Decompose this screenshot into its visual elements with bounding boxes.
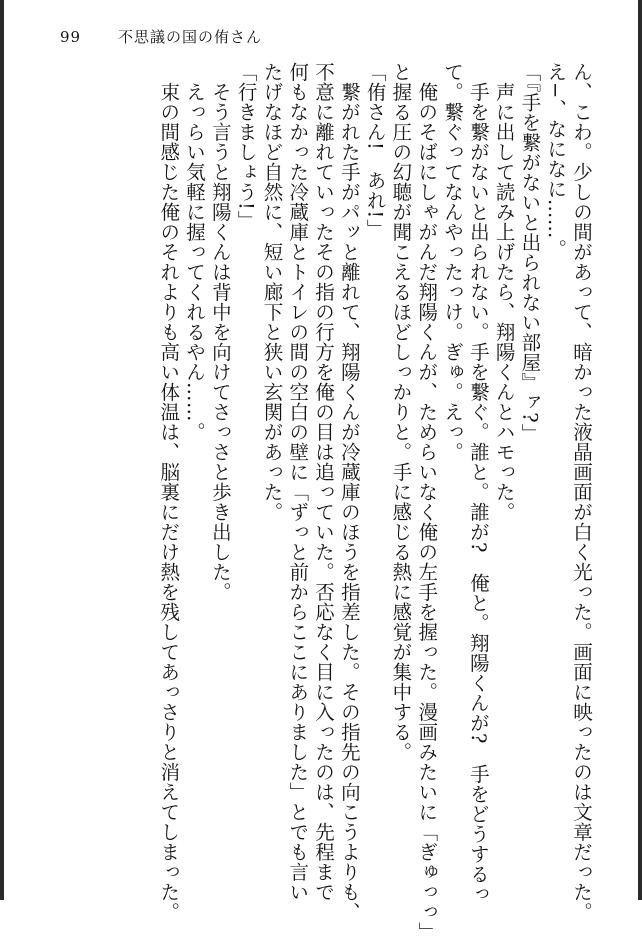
text-line: えっらい気軽に握ってくれるやん……。	[183, 62, 207, 442]
text-line: 「行きましょう!」	[234, 62, 258, 231]
text-line: 何もなかった冷蔵庫とトイレの間の空白の壁に「ずっと前からここにありました」とでも言い	[286, 62, 310, 902]
text-line: 繋がれた手がパッと離れて、翔陽くんが冷蔵庫のほうを指差した。その指先の向こうよりも、	[337, 62, 361, 922]
text-line: 束の間感じた俺のそれよりも高い体温は、脳裏にだけ熱を残してあっさりと消えてしまった。	[157, 62, 181, 922]
text-line: 俺のそばにしゃがんだ翔陽くんが、ためらいなく俺の左手を握った。漫画みたいに「ぎゅっっ」	[415, 62, 439, 942]
page-border-left	[0, 0, 4, 900]
text-line: ん、こわ。少しの間があって、暗かった液晶画面が白く光った。画面に映ったのは文章だった。	[570, 62, 593, 922]
text-line: え−、なになに……。	[544, 62, 568, 259]
chapter-title: 不思議の国の侑さん	[118, 28, 263, 46]
text-line: 手を繋がないと出られない。手を繋ぐ。誰と。誰が? 俺と。翔陽くんが? 手をどうするっ	[466, 62, 490, 904]
running-header	[60, 26, 262, 46]
page-number: 99	[60, 28, 82, 46]
text-line: 「侑さん! あれ!」	[363, 62, 387, 239]
text-line: たげなほど自然に、短い廊下と狭い玄関があった。	[260, 62, 284, 522]
text-line: 「『手を繋がないと出られない部屋』ァ?」	[518, 62, 542, 444]
text-line: 不意に離れていったその指の行方を俺の目は追っていた。否応なく目に入ったのは、先程まで	[312, 62, 336, 902]
text-line: そう言うと翔陽くんは背中を向けてさっさと歩き出した。	[208, 62, 232, 602]
text-line: と握る圧の幻聴が聞こえるほどしっかりと。手に感じる熱に感覚が集中する。	[389, 62, 413, 762]
page-border-right	[638, 0, 642, 900]
text-line: 声に出して読み上げたら、翔陽くんとハモった。	[492, 62, 516, 522]
text-line: て。繋ぐってなんやったっけ。ぎゅ。えっ。	[441, 62, 465, 462]
vertical-text-body	[84, 62, 594, 942]
